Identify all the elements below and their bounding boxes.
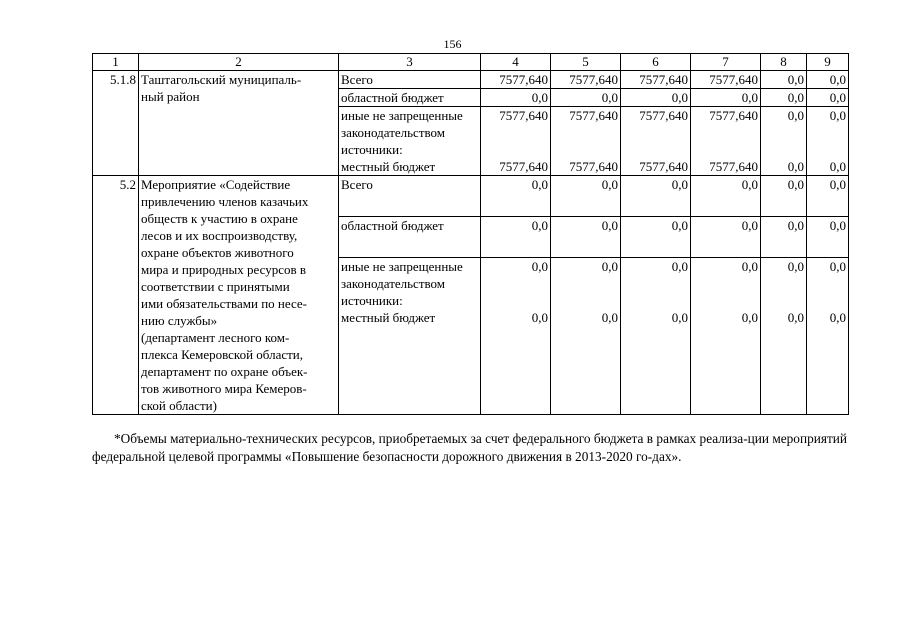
spacer [693, 141, 758, 158]
funding-source-line: местный бюджет [341, 309, 436, 325]
row-name-line: ный район [141, 89, 200, 104]
value-cell [807, 71, 849, 89]
value: 0,0 [829, 177, 846, 192]
spacer [763, 124, 804, 141]
value: 0,0 [829, 108, 846, 123]
value-local-budget: 7577,640 [569, 159, 618, 174]
value-cell [691, 176, 761, 217]
value: 0,0 [671, 177, 688, 192]
row-name-line: лесов и их воспроизводству, [141, 228, 298, 243]
row-name [139, 176, 339, 415]
column-header: 1 [93, 54, 139, 71]
value-local-budget: 0,0 [787, 309, 804, 325]
spacer [553, 124, 618, 141]
row-name-line: охране объектов животного [141, 245, 294, 260]
funding-source-line: местный бюджет [341, 159, 436, 174]
value: 7577,640 [499, 72, 548, 87]
value: 0,0 [601, 177, 618, 192]
value-local-budget: 0,0 [671, 309, 688, 325]
column-header: 6 [621, 54, 691, 71]
value-local-budget: 7577,640 [709, 159, 758, 174]
value: 7577,640 [709, 72, 758, 87]
funding-source [339, 257, 481, 414]
spacer [623, 141, 688, 158]
spacer [483, 141, 548, 158]
row-code: 5.1.8 [93, 71, 139, 176]
value: 7577,640 [569, 108, 618, 123]
row-name-line: департамент по охране объек- [141, 364, 308, 379]
spacer [693, 124, 758, 141]
value-cell [551, 71, 621, 89]
spacer [553, 275, 618, 292]
spacer [809, 124, 846, 141]
value: 0,0 [829, 72, 846, 87]
value-cell [761, 176, 807, 217]
row-name-line: обществ к участию в охране [141, 211, 298, 226]
value-cell [551, 176, 621, 217]
value: 0,0 [671, 217, 688, 233]
value-cell [551, 216, 621, 257]
value-cell [481, 176, 551, 217]
value-cell [551, 257, 621, 414]
value: 0,0 [741, 258, 758, 274]
value-cell [807, 89, 849, 107]
column-header: 8 [761, 54, 807, 71]
value: 0,0 [671, 90, 688, 105]
value: 0,0 [671, 258, 688, 274]
funding-source-line: источники: [341, 292, 403, 308]
spacer [483, 124, 548, 141]
spacer [763, 275, 804, 292]
row-name-line: плекса Кемеровской области, [141, 347, 303, 362]
column-header: 2 [139, 54, 339, 71]
funding-source-line: областной бюджет [341, 217, 444, 233]
value: 0,0 [787, 258, 804, 274]
value-cell [551, 89, 621, 107]
funding-source [339, 89, 481, 107]
column-header: 9 [807, 54, 849, 71]
value-local-budget: 7577,640 [639, 159, 688, 174]
value-cell [761, 216, 807, 257]
spacer [693, 292, 758, 309]
page-number: 156 [443, 37, 462, 51]
spacer [693, 275, 758, 292]
value-cell [481, 257, 551, 414]
row-name-line: ими обязательствами по несе- [141, 296, 308, 311]
value-cell [807, 107, 849, 176]
funding-source [339, 107, 481, 176]
value: 0,0 [531, 258, 548, 274]
value-cell [621, 176, 691, 217]
row-name [139, 71, 339, 176]
value-cell [551, 107, 621, 176]
value-cell [807, 216, 849, 257]
spacer [623, 275, 688, 292]
value-local-budget: 0,0 [741, 309, 758, 325]
value-cell [481, 107, 551, 176]
funding-source-line: Всего [341, 177, 373, 192]
funding-source-line: иные не запрещенные [341, 258, 463, 274]
funding-source [339, 176, 481, 217]
table-row [93, 71, 849, 89]
value-cell [761, 257, 807, 414]
funding-source-line: иные не запрещенные [341, 108, 463, 123]
value-cell [621, 216, 691, 257]
footnote-text: *Объемы материально-технических ресурсов, приобретаемых за счет федерального бюджета в рамках реализа-ции мероприятий федеральной целевой программы «Повышение безопасности дорожного движения в 2013-2020 го-дах». [92, 431, 847, 464]
budget-table [92, 53, 849, 415]
spacer [553, 292, 618, 309]
value-cell [691, 89, 761, 107]
value-local-budget: 7577,640 [499, 159, 548, 174]
value-cell [691, 216, 761, 257]
value: 7577,640 [639, 72, 688, 87]
value-cell [691, 71, 761, 89]
column-header: 3 [339, 54, 481, 71]
value-cell [761, 89, 807, 107]
value-local-budget: 0,0 [829, 309, 846, 325]
value-cell [691, 107, 761, 176]
spacer [623, 124, 688, 141]
value: 0,0 [531, 177, 548, 192]
column-header: 7 [691, 54, 761, 71]
value-local-budget: 0,0 [787, 159, 804, 174]
footnote [92, 430, 847, 466]
row-name-line: нию службы» [141, 313, 218, 328]
funding-source-line: областной бюджет [341, 90, 444, 105]
row-name-line: мира и природных ресурсов в [141, 262, 306, 277]
row-name-line: (департамент лесного ком- [141, 330, 290, 345]
value: 0,0 [531, 90, 548, 105]
value: 7577,640 [709, 108, 758, 123]
value-cell [481, 216, 551, 257]
value-cell [621, 257, 691, 414]
value-cell [691, 257, 761, 414]
value: 0,0 [787, 177, 804, 192]
spacer [553, 141, 618, 158]
value-cell [621, 71, 691, 89]
value: 0,0 [601, 258, 618, 274]
spacer [763, 292, 804, 309]
table-row [93, 176, 849, 217]
value: 0,0 [531, 217, 548, 233]
row-code: 5.2 [93, 176, 139, 415]
value-cell [621, 89, 691, 107]
spacer [763, 141, 804, 158]
value: 0,0 [829, 217, 846, 233]
value-cell [481, 71, 551, 89]
value-cell [807, 257, 849, 414]
value-local-budget: 0,0 [601, 309, 618, 325]
value-cell [761, 107, 807, 176]
value: 0,0 [601, 90, 618, 105]
funding-source [339, 216, 481, 257]
spacer [809, 275, 846, 292]
value: 0,0 [829, 90, 846, 105]
value: 0,0 [787, 108, 804, 123]
spacer [623, 292, 688, 309]
row-name-line: соответствии с принятыми [141, 279, 290, 294]
value: 0,0 [787, 72, 804, 87]
value: 7577,640 [499, 108, 548, 123]
row-name-line: привлечению членов казачьих [141, 194, 309, 209]
value-local-budget: 0,0 [829, 159, 846, 174]
funding-source-line: Всего [341, 72, 373, 87]
row-name-line: Таштагольский муниципаль- [141, 72, 302, 87]
value: 0,0 [787, 90, 804, 105]
value: 0,0 [787, 217, 804, 233]
value-cell [621, 107, 691, 176]
spacer [809, 292, 846, 309]
value-cell [761, 71, 807, 89]
column-header: 5 [551, 54, 621, 71]
spacer [809, 141, 846, 158]
row-name-line: Мероприятие «Содействие [141, 177, 291, 192]
value-local-budget: 0,0 [531, 309, 548, 325]
column-header: 4 [481, 54, 551, 71]
value: 0,0 [741, 217, 758, 233]
value-cell [807, 176, 849, 217]
spacer [483, 292, 548, 309]
value: 7577,640 [569, 72, 618, 87]
funding-source-line: законодательством [341, 275, 446, 291]
value: 0,0 [601, 217, 618, 233]
spacer [483, 275, 548, 292]
funding-source-line: законодательством [341, 125, 446, 140]
funding-source [339, 71, 481, 89]
funding-source-line: источники: [341, 142, 403, 157]
table-header-row [93, 54, 849, 71]
value-cell [481, 89, 551, 107]
value: 0,0 [741, 90, 758, 105]
value: 0,0 [829, 258, 846, 274]
row-name-line: тов животного мира Кемеров- [141, 381, 307, 396]
value: 0,0 [741, 177, 758, 192]
row-name-line: ской области) [141, 398, 217, 413]
value: 7577,640 [639, 108, 688, 123]
